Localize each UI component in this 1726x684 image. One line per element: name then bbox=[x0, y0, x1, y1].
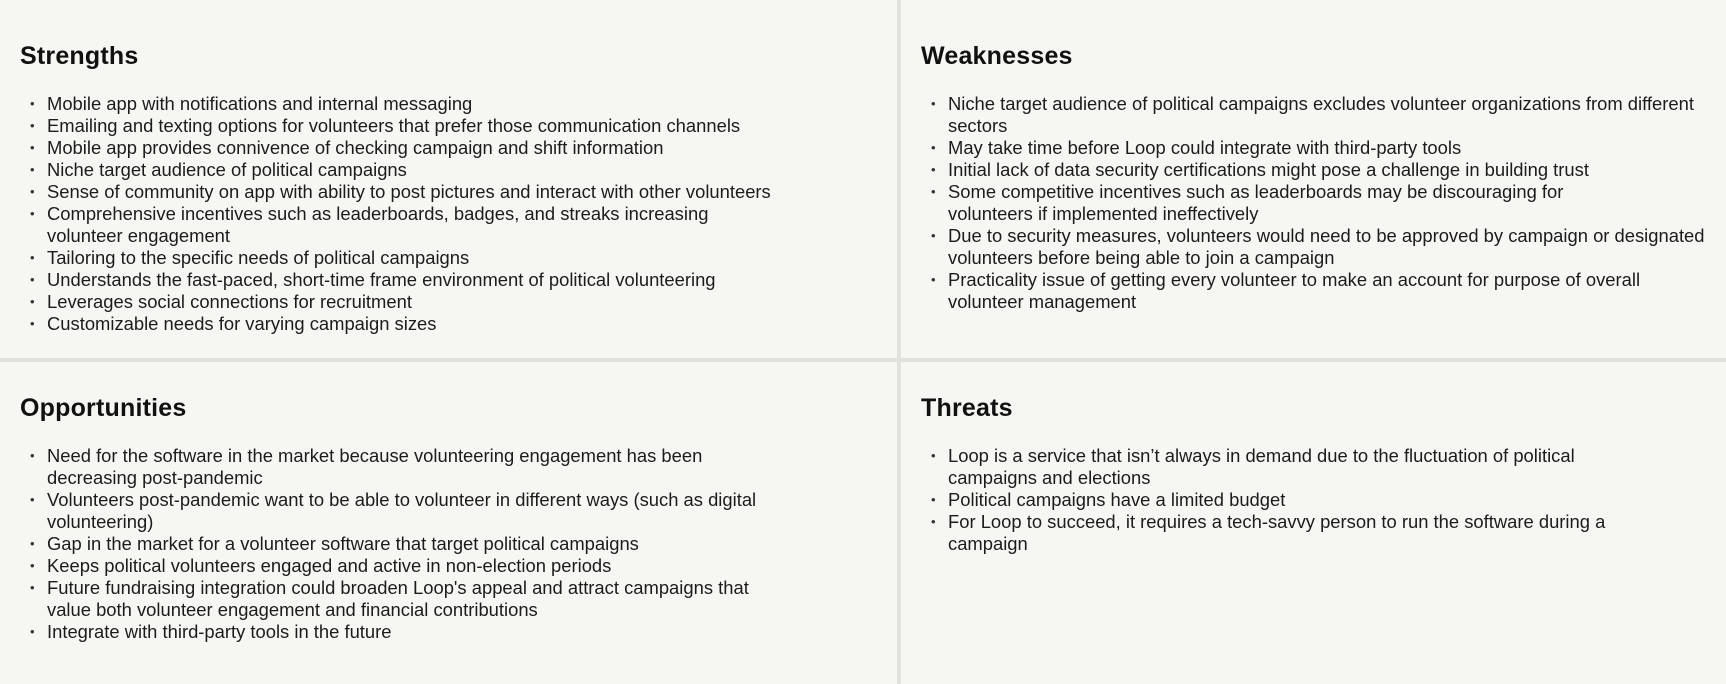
weaknesses-heading: Weaknesses bbox=[921, 42, 1073, 70]
list-item: • Mobile app with notifications and internal messaging bbox=[47, 93, 847, 115]
list-item: • Integrate with third-party tools in the future bbox=[47, 621, 827, 643]
list-item: • Some competitive incentives such as leaderboards may be discouraging for volunteers if implemented ineffectively bbox=[948, 181, 1648, 225]
threats-list bbox=[921, 445, 1668, 555]
list-item: • Volunteers post-pandemic want to be able to volunteer in different ways (such as digital volunteering) bbox=[47, 489, 787, 533]
threats-quadrant bbox=[901, 362, 1726, 684]
strengths-heading: Strengths bbox=[20, 42, 139, 70]
list-item: • Emailing and texting options for volunteers that prefer those communication channels bbox=[47, 115, 847, 137]
weaknesses-quadrant bbox=[901, 0, 1726, 358]
strengths-list bbox=[20, 93, 847, 335]
list-item: • For Loop to succeed, it requires a tech-savvy person to run the software during a campaign bbox=[948, 511, 1648, 555]
list-item: • Niche target audience of political campaigns excludes volunteer organizations from different sectors bbox=[948, 93, 1718, 137]
list-item: • Political campaigns have a limited budget bbox=[948, 489, 1668, 511]
list-item: • Keeps political volunteers engaged and active in non-election periods bbox=[47, 555, 827, 577]
list-item: • Customizable needs for varying campaign sizes bbox=[47, 313, 847, 335]
list-item: • Niche target audience of political campaigns bbox=[47, 159, 847, 181]
list-item: • Due to security measures, volunteers would need to be approved by campaign or designated volunteers before being able to join a campaign bbox=[948, 225, 1718, 269]
list-item: • Gap in the market for a volunteer software that target political campaigns bbox=[47, 533, 827, 555]
threats-heading: Threats bbox=[921, 394, 1013, 422]
list-item: • Practicality issue of getting every volunteer to make an account for purpose of overall volunteer management bbox=[948, 269, 1648, 313]
list-item: • May take time before Loop could integrate with third-party tools bbox=[948, 137, 1718, 159]
list-item: • Sense of community on app with ability to post pictures and interact with other volunteers bbox=[47, 181, 847, 203]
opportunities-heading: Opportunities bbox=[20, 394, 187, 422]
strengths-quadrant bbox=[0, 0, 897, 358]
list-item: • Initial lack of data security certifications might pose a challenge in building trust bbox=[948, 159, 1718, 181]
list-item: • Comprehensive incentives such as leaderboards, badges, and streaks increasing volunteer engagement bbox=[47, 203, 747, 247]
list-item: • Future fundraising integration could broaden Loop's appeal and attract campaigns that value both volunteer engagement and financial contributions bbox=[47, 577, 792, 621]
list-item: • Need for the software in the market because volunteering engagement has been decreasing post-pandemic bbox=[47, 445, 782, 489]
weaknesses-list bbox=[921, 93, 1718, 313]
opportunities-quadrant bbox=[0, 362, 897, 684]
list-item: • Understands the fast-paced, short-time frame environment of political volunteering bbox=[47, 269, 847, 291]
opportunities-list bbox=[20, 445, 827, 643]
list-item: • Tailoring to the specific needs of political campaigns bbox=[47, 247, 847, 269]
list-item: • Leverages social connections for recruitment bbox=[47, 291, 847, 313]
list-item: • Loop is a service that isn’t always in demand due to the fluctuation of political campaigns and elections bbox=[948, 445, 1648, 489]
list-item: • Mobile app provides connivence of checking campaign and shift information bbox=[47, 137, 847, 159]
